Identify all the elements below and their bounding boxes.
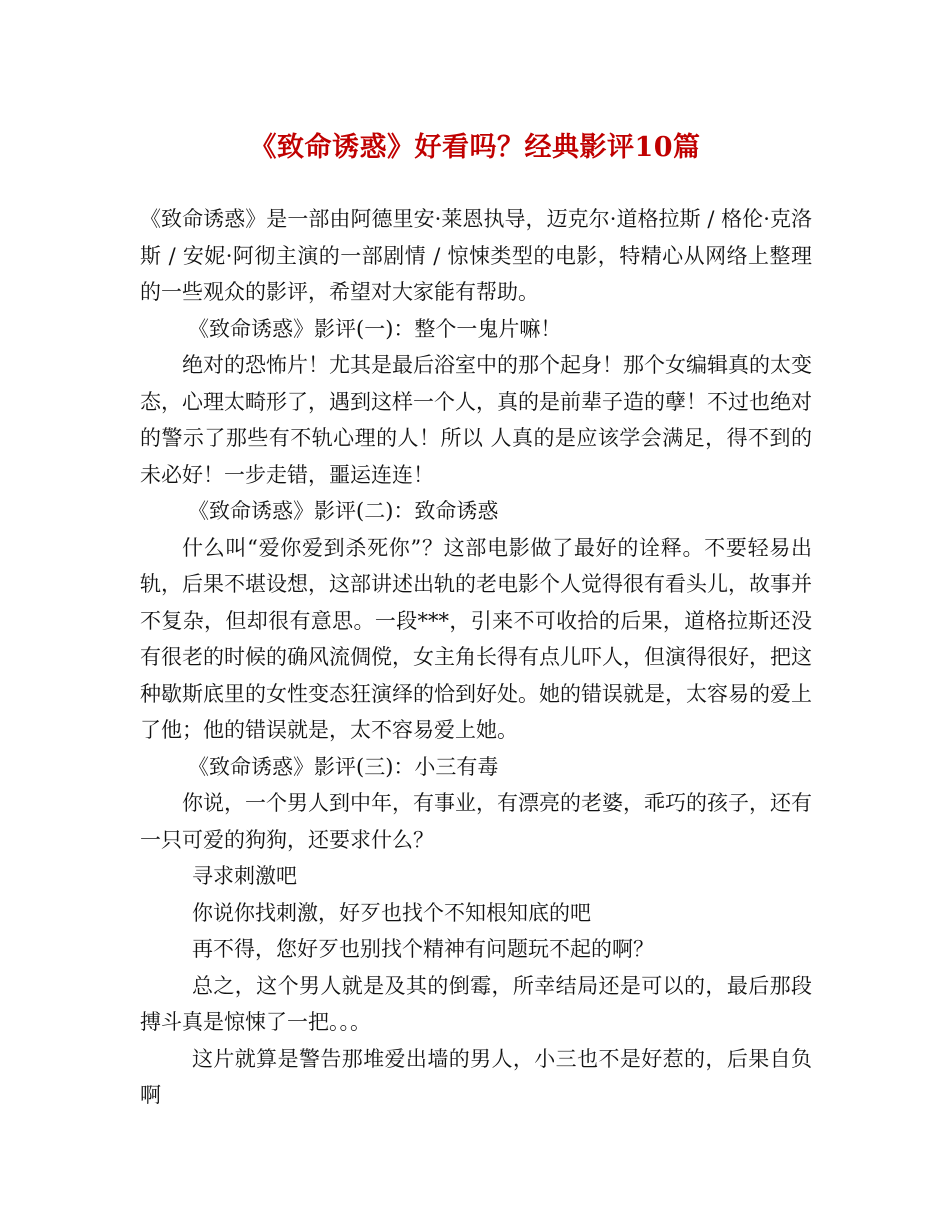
review-paragraph-3c: 你说你找刺激，好歹也找个不知根知底的吧 — [192, 900, 591, 925]
document-body — [140, 201, 812, 1114]
review-paragraph-1: 绝对的恐怖片！尤其是最后浴室中的那个起身！那个女编辑真的太变态，心理太畸形了，遇到这样一个人，真的是前辈子造的孽！不过也绝对的警示了那些有不轨心理的人！所以 人真的是应该学会满足，得不到的未必好！一步走错，噩运连连！ — [140, 353, 812, 487]
review-paragraph-2: 什么叫“爱你爱到杀死你”？这部电影做了最好的诠释。不要轻易出轨，后果不堪设想，这部讲述出轨的老电影个人觉得很有看头儿，故事并不复杂，但却很有意思。一段***，引来不可收拾的后果，道格拉斯还没有很老的时候的确风流倜傥，女主角长得有点儿吓人，但演得很好，把这种歇斯底里的女性变态狂演绎的恰到好处。她的错误就是，太容易的爱上了他；他的错误就是，太不容易爱上她。 — [140, 535, 812, 742]
document-title: 《致命诱惑》好看吗？经典影评10篇 — [249, 132, 701, 163]
review-paragraph-3d: 再不得，您好歹也别找个精神有问题玩不起的啊？ — [192, 937, 654, 961]
review-paragraph-3a: 你说，一个男人到中年，有事业，有漂亮的老婆，乖巧的孩子，还有一只可爱的狗狗，还要求什么？ — [140, 791, 812, 852]
intro-paragraph: 《致命诱惑》是一部由阿德里安·莱恩执导，迈克尔·道格拉斯 / 格伦·克洛斯 / 安妮·阿彻主演的一部剧情 / 惊悚类型的电影，特精心从网络上整理的一些观众的影评，希望对大家能有帮助。 — [140, 207, 812, 304]
review-heading-3: 《致命诱惑》影评(三)：小三有毒 — [188, 754, 499, 779]
review-paragraph-3b: 寻求刺激吧 — [192, 864, 297, 888]
review-paragraph-3e: 总之，这个男人就是及其的倒霉，所幸结局还是可以的，最后那段搏斗真是惊悚了一把。。。 — [140, 973, 812, 1034]
review-heading-1: 《致命诱惑》影评(一)：整个一鬼片嘛！ — [188, 316, 562, 341]
review-heading-2: 《致命诱惑》影评(二)：致命诱惑 — [188, 499, 499, 523]
review-paragraph-3f: 这片就算是警告那堆爱出墙的男人，小三也不是好惹的，后果自负啊 — [140, 1046, 812, 1107]
